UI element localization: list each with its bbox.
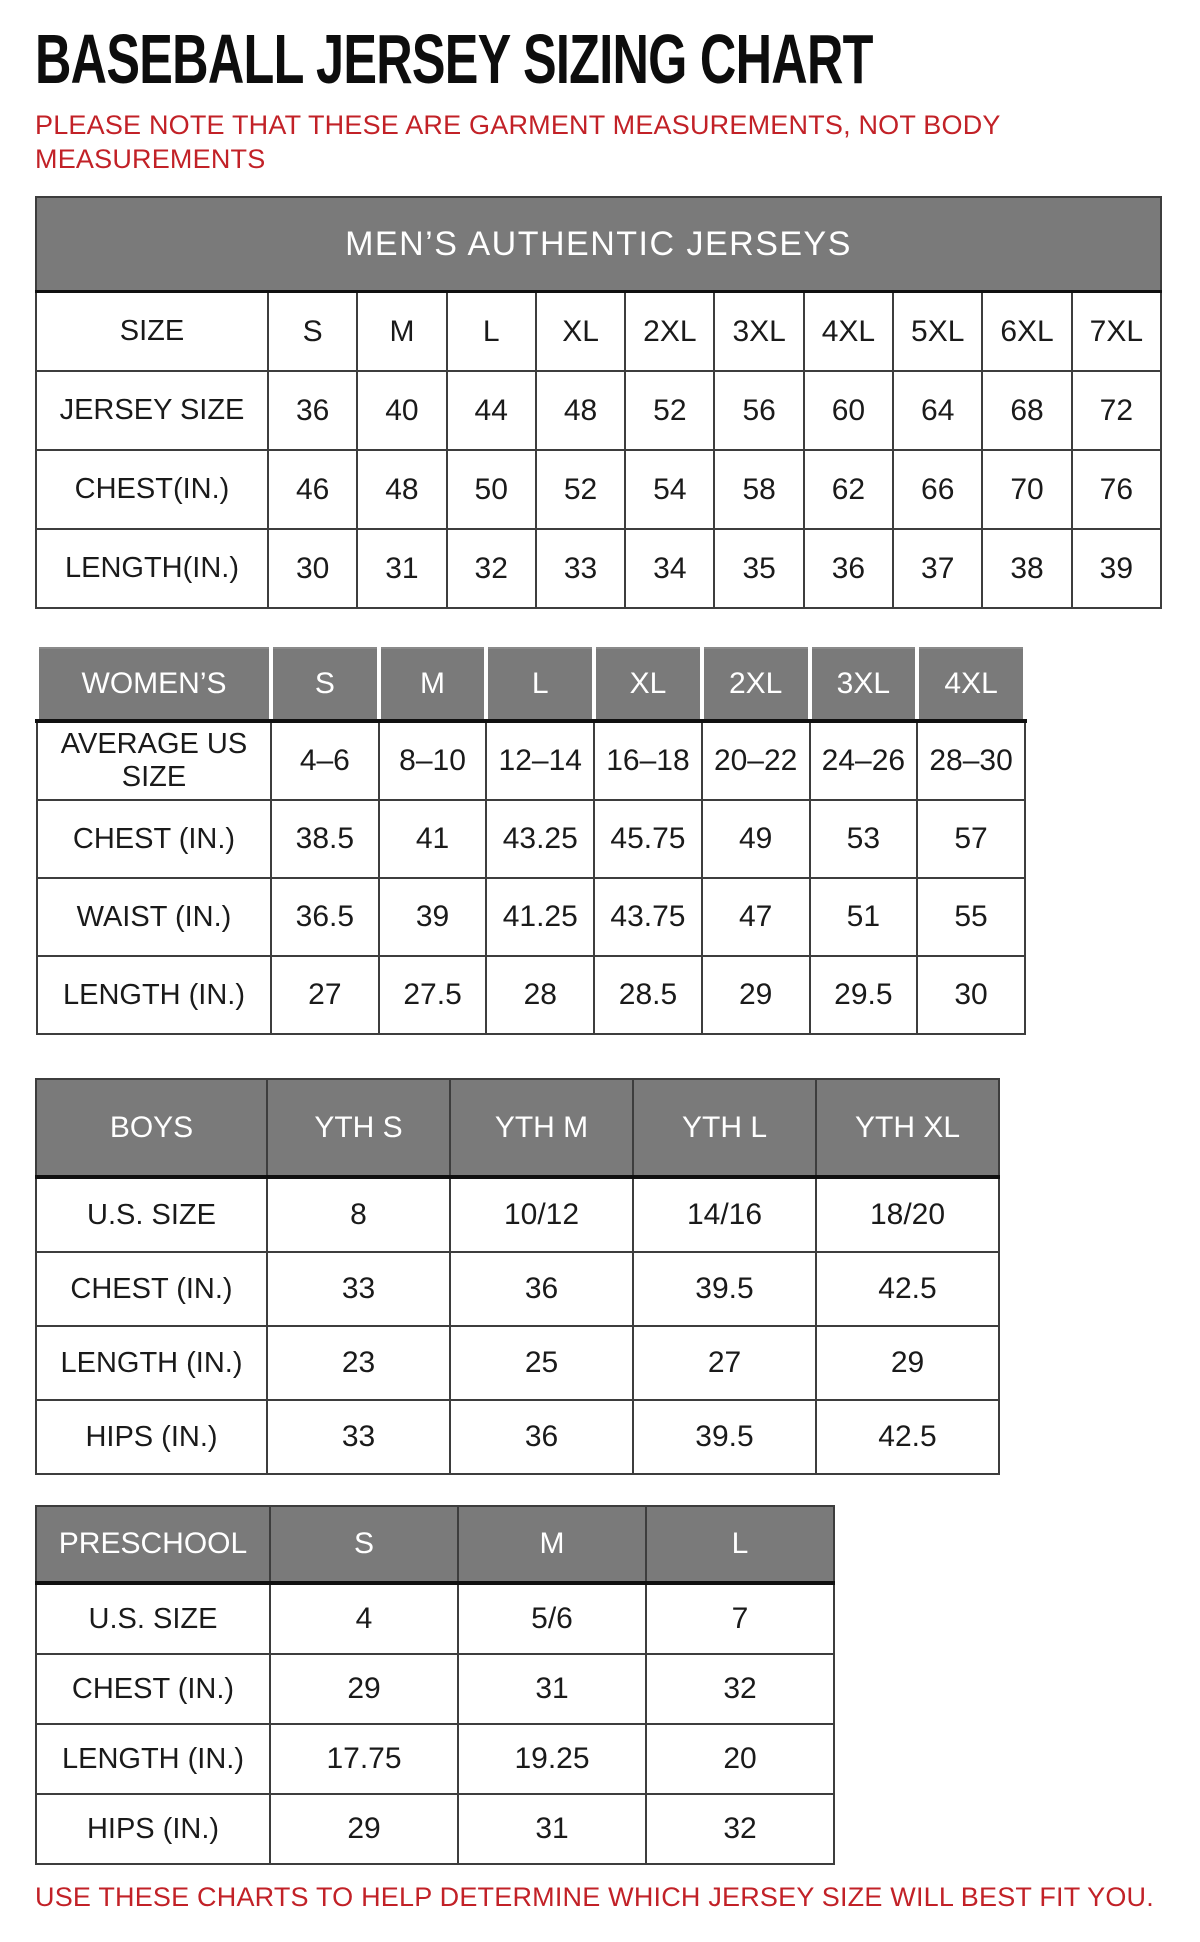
- garment-measurements-note: PLEASE NOTE THAT THESE ARE GARMENT MEASUREMENTS, NOT BODY MEASUREMENTS: [35, 110, 1001, 174]
- row-label: LENGTH (IN.): [37, 956, 271, 1034]
- row-label: AVERAGE US SIZE: [37, 721, 271, 800]
- table-cell: 70: [982, 450, 1071, 529]
- table-cell: 37: [893, 529, 982, 608]
- row-label: HIPS (IN.): [36, 1400, 267, 1474]
- row-label: U.S. SIZE: [36, 1177, 267, 1252]
- table-cell: 31: [357, 529, 446, 608]
- column-header: YTH M: [450, 1079, 633, 1177]
- table-cell: 50: [447, 450, 536, 529]
- table-cell: 66: [893, 450, 982, 529]
- table-cell: 38.5: [271, 800, 379, 878]
- table-row: [36, 1724, 834, 1794]
- table-row: [37, 800, 1025, 878]
- column-header: S: [271, 648, 379, 721]
- table-cell: 14/16: [633, 1177, 816, 1252]
- table-row: [36, 292, 1161, 372]
- table-row: [36, 371, 1161, 450]
- row-label: LENGTH (IN.): [36, 1724, 270, 1794]
- table-cell: 20: [646, 1724, 834, 1794]
- preschool-header-label: PRESCHOOL: [36, 1506, 270, 1583]
- table-cell: 42.5: [816, 1400, 999, 1474]
- table-cell: 29.5: [810, 956, 918, 1034]
- table-cell: 24–26: [810, 721, 918, 800]
- table-cell: 5/6: [458, 1583, 646, 1654]
- table-cell: 35: [714, 529, 803, 608]
- column-header: YTH XL: [816, 1079, 999, 1177]
- table-cell: 54: [625, 450, 714, 529]
- boys-table: [35, 1078, 1000, 1475]
- table-cell: 58: [714, 450, 803, 529]
- mens-table-title: MEN’S AUTHENTIC JERSEYS: [36, 197, 1161, 292]
- womens-header-row: [37, 648, 1025, 721]
- womens-table-section: [35, 647, 1200, 1035]
- table-cell: 8–10: [379, 721, 487, 800]
- row-label: JERSEY SIZE: [36, 371, 268, 450]
- table-cell: 34: [625, 529, 714, 608]
- table-cell: 30: [917, 956, 1025, 1034]
- table-cell: 33: [536, 529, 625, 608]
- table-row: [36, 1794, 834, 1864]
- column-header: 4XL: [917, 648, 1025, 721]
- column-header: L: [486, 648, 594, 721]
- table-cell: 28.5: [594, 956, 702, 1034]
- table-cell: 55: [917, 878, 1025, 956]
- table-cell: 72: [1072, 371, 1161, 450]
- preschool-table: [35, 1505, 835, 1865]
- column-header: M: [458, 1506, 646, 1583]
- table-cell: 46: [268, 450, 357, 529]
- table-cell: 44: [447, 371, 536, 450]
- table-cell: 2XL: [625, 292, 714, 372]
- column-header: YTH L: [633, 1079, 816, 1177]
- table-cell: 40: [357, 371, 446, 450]
- table-cell: 4XL: [804, 292, 893, 372]
- table-row: [36, 450, 1161, 529]
- table-cell: 31: [458, 1794, 646, 1864]
- table-cell: 10/12: [450, 1177, 633, 1252]
- table-cell: 5XL: [893, 292, 982, 372]
- table-cell: 4–6: [271, 721, 379, 800]
- table-cell: 52: [625, 371, 714, 450]
- table-row: [36, 1252, 999, 1326]
- row-label: CHEST (IN.): [37, 800, 271, 878]
- page-title-text: BASEBALL JERSEY SIZING CHART: [35, 20, 873, 98]
- table-cell: 29: [702, 956, 810, 1034]
- column-header: 3XL: [810, 648, 918, 721]
- table-cell: 16–18: [594, 721, 702, 800]
- table-cell: 43.75: [594, 878, 702, 956]
- table-cell: L: [447, 292, 536, 372]
- table-cell: 31: [458, 1654, 646, 1724]
- column-header: L: [646, 1506, 834, 1583]
- table-cell: 56: [714, 371, 803, 450]
- table-row: [37, 956, 1025, 1034]
- table-cell: XL: [536, 292, 625, 372]
- table-cell: 43.25: [486, 800, 594, 878]
- table-cell: 33: [267, 1400, 450, 1474]
- table-cell: 45.75: [594, 800, 702, 878]
- table-cell: 12–14: [486, 721, 594, 800]
- womens-header-label: WOMEN’S: [37, 648, 271, 721]
- mens-table: [35, 196, 1162, 609]
- table-cell: 38: [982, 529, 1071, 608]
- table-row: [36, 1326, 999, 1400]
- womens-table: [35, 647, 1027, 1035]
- table-cell: 62: [804, 450, 893, 529]
- table-cell: 39.5: [633, 1400, 816, 1474]
- table-row: [36, 1583, 834, 1654]
- row-label: SIZE: [36, 292, 268, 372]
- boys-header-label: BOYS: [36, 1079, 267, 1177]
- table-cell: 29: [270, 1794, 458, 1864]
- boys-table-section: [35, 1078, 1200, 1475]
- table-cell: 41.25: [486, 878, 594, 956]
- boys-header-row: [36, 1079, 999, 1177]
- table-cell: 29: [816, 1326, 999, 1400]
- preschool-header-row: [36, 1506, 834, 1583]
- row-label: U.S. SIZE: [36, 1583, 270, 1654]
- table-cell: 57: [917, 800, 1025, 878]
- footer-note: USE THESE CHARTS TO HELP DETERMINE WHICH JERSEY SIZE WILL BEST FIT YOU.: [35, 1882, 1154, 1912]
- table-row: [36, 1177, 999, 1252]
- table-cell: 68: [982, 371, 1071, 450]
- table-cell: 36: [450, 1400, 633, 1474]
- table-cell: 48: [357, 450, 446, 529]
- table-cell: M: [357, 292, 446, 372]
- table-cell: 39: [1072, 529, 1161, 608]
- table-cell: 36: [804, 529, 893, 608]
- column-header: M: [379, 648, 487, 721]
- table-cell: 49: [702, 800, 810, 878]
- table-cell: 51: [810, 878, 918, 956]
- table-cell: 32: [447, 529, 536, 608]
- table-cell: 27.5: [379, 956, 487, 1034]
- table-cell: 76: [1072, 450, 1161, 529]
- table-cell: 20–22: [702, 721, 810, 800]
- table-cell: 39.5: [633, 1252, 816, 1326]
- table-cell: 39: [379, 878, 487, 956]
- table-cell: 32: [646, 1654, 834, 1724]
- table-cell: 25: [450, 1326, 633, 1400]
- table-cell: 42.5: [816, 1252, 999, 1326]
- table-cell: 7: [646, 1583, 834, 1654]
- page-title: [35, 20, 1200, 98]
- table-cell: 33: [267, 1252, 450, 1326]
- row-label: LENGTH(IN.): [36, 529, 268, 608]
- table-cell: 53: [810, 800, 918, 878]
- table-row: [37, 878, 1025, 956]
- table-cell: 52: [536, 450, 625, 529]
- row-label: LENGTH (IN.): [36, 1326, 267, 1400]
- table-cell: 17.75: [270, 1724, 458, 1794]
- table-row: [37, 721, 1025, 800]
- table-cell: 60: [804, 371, 893, 450]
- table-cell: 64: [893, 371, 982, 450]
- table-cell: 3XL: [714, 292, 803, 372]
- row-label: CHEST(IN.): [36, 450, 268, 529]
- table-cell: 8: [267, 1177, 450, 1252]
- row-label: WAIST (IN.): [37, 878, 271, 956]
- table-cell: 47: [702, 878, 810, 956]
- table-cell: 28: [486, 956, 594, 1034]
- table-cell: 6XL: [982, 292, 1071, 372]
- table-cell: 27: [633, 1326, 816, 1400]
- table-row: [36, 1400, 999, 1474]
- table-cell: 41: [379, 800, 487, 878]
- table-cell: 23: [267, 1326, 450, 1400]
- preschool-table-section: [35, 1505, 1200, 1865]
- table-row: [36, 529, 1161, 608]
- table-cell: 18/20: [816, 1177, 999, 1252]
- table-cell: 30: [268, 529, 357, 608]
- table-cell: 32: [646, 1794, 834, 1864]
- table-cell: 36.5: [271, 878, 379, 956]
- table-cell: 48: [536, 371, 625, 450]
- row-label: HIPS (IN.): [36, 1794, 270, 1864]
- table-cell: 27: [271, 956, 379, 1034]
- table-cell: 28–30: [917, 721, 1025, 800]
- column-header: 2XL: [702, 648, 810, 721]
- table-cell: 36: [268, 371, 357, 450]
- row-label: CHEST (IN.): [36, 1654, 270, 1724]
- table-row: [36, 1654, 834, 1724]
- column-header: YTH S: [267, 1079, 450, 1177]
- table-cell: 36: [450, 1252, 633, 1326]
- mens-header-row: [36, 197, 1161, 292]
- table-cell: 4: [270, 1583, 458, 1654]
- table-cell: 29: [270, 1654, 458, 1724]
- column-header: XL: [594, 648, 702, 721]
- row-label: CHEST (IN.): [36, 1252, 267, 1326]
- table-cell: 19.25: [458, 1724, 646, 1794]
- table-cell: 7XL: [1072, 292, 1161, 372]
- mens-table-section: [35, 196, 1200, 609]
- table-cell: S: [268, 292, 357, 372]
- column-header: S: [270, 1506, 458, 1583]
